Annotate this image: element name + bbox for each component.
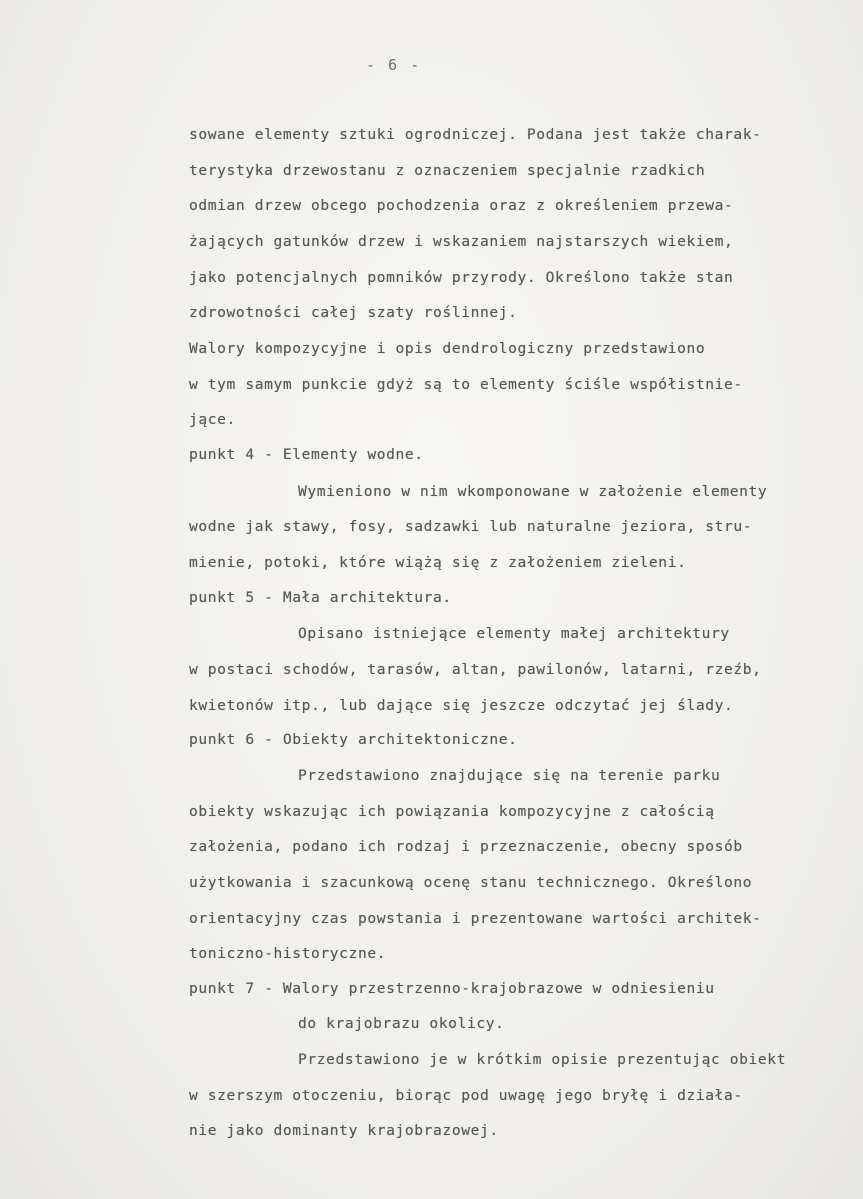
text-line: Wymieniono w nim wkomponowane w założenie elementy [298,483,768,500]
text-line: toniczno-historyczne. [189,945,387,962]
text-line: założenia, podano ich rodzaj i przeznaczenie, obecny sposób [189,838,743,855]
text-line: zdrowotności całej szaty roślinnej. [189,304,518,321]
text-line: wodne jak stawy, fosy, sadzawki lub naturalne jeziora, stru- [189,518,753,535]
text-line: jące. [189,411,236,428]
text-line: obiekty wskazując ich powiązania kompozycyjne z całością [189,803,715,820]
text-line: w tym samym punkcie gdyż są to elementy ściśle współistnie- [189,376,743,393]
section-heading: punkt 4 - Elementy wodne. [189,446,424,463]
text-line: użytkowania i szacunkową ocenę stanu technicznego. Określono [189,874,753,891]
page-number: - 6 - [366,56,422,74]
text-line: Opisano istniejące elementy małej architektury [298,625,730,642]
text-line: nie jako dominanty krajobrazowej. [189,1122,499,1139]
text-line: orientacyjny czas powstania i prezentowane wartości architek- [189,910,762,927]
text-line: sowane elementy sztuki ogrodniczej. Podana jest także charak- [189,126,762,143]
section-heading: punkt 7 - Walory przestrzenno-krajobrazowe w odniesieniu [189,980,715,997]
text-line: mienie, potoki, które wiążą się z założeniem zieleni. [189,554,687,571]
text-line: w postaci schodów, tarasów, altan, pawilonów, latarni, rzeźb, [189,661,762,678]
text-line: terystyka drzewostanu z oznaczeniem specjalnie rzadkich [189,162,706,179]
text-line: żających gatunków drzew i wskazaniem najstarszych wiekiem, [189,233,734,250]
text-line: Przedstawiono znajdujące się na terenie parku [298,767,721,784]
text-line: odmian drzew obcego pochodzenia oraz z określeniem przewa- [189,197,734,214]
text-line: w szerszym otoczeniu, biorąc pod uwagę jego bryłę i działa- [189,1087,743,1104]
text-line: jako potencjalnych pomników przyrody. Określono także stan [189,269,734,286]
section-heading: punkt 5 - Mała architektura. [189,589,452,606]
text-line: Przedstawiono je w krótkim opisie prezentując obiekt [298,1051,787,1068]
text-line: kwietonów itp., lub dające się jeszcze odczytać jej ślady. [189,697,734,714]
section-heading: punkt 6 - Obiekty architektoniczne. [189,731,518,748]
text-line: Walory kompozycyjne i opis dendrologiczny przedstawiono [189,340,706,357]
section-heading: do krajobrazu okolicy. [298,1015,505,1032]
